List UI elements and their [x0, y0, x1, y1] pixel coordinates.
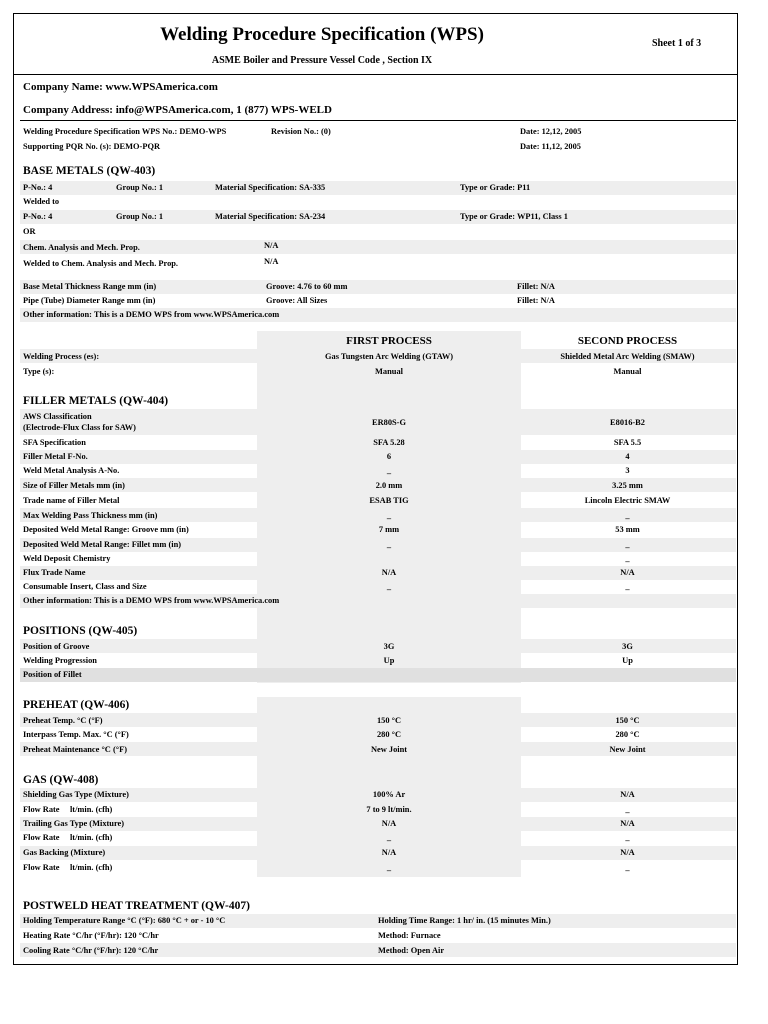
pipe-diameter-label: Pipe (Tube) Diameter Range mm (in): [23, 296, 156, 305]
filler-row-value-2: 4: [625, 452, 630, 461]
header-divider: [14, 74, 737, 75]
material-spec-2: Material Specification: SA-234: [215, 212, 326, 221]
preheat-value-2: 150 °C: [615, 716, 640, 725]
gas-label: Flow Rate lt/min. (cfh): [23, 863, 113, 872]
thickness-label: Base Metal Thickness Range mm (in): [23, 282, 157, 291]
type-grade-2: Type or Grade: WP11, Class 1: [460, 212, 568, 221]
gas-value-1: N/A: [381, 848, 397, 857]
filler-row-label: Deposited Weld Metal Range: Fillet mm (in): [23, 540, 182, 549]
position-row-bg: [20, 668, 736, 682]
filler-row-value-1: _: [386, 466, 392, 475]
second-process-heading: SECOND PROCESS: [577, 335, 678, 347]
position-value-1: Up: [383, 656, 395, 665]
base-metals-heading: BASE METALS (QW-403): [23, 165, 156, 177]
filler-row-value-2: Lincoln Electric SMAW: [584, 496, 671, 505]
gas-heading: GAS (QW-408): [23, 774, 99, 786]
first-process-column: [257, 331, 521, 683]
filler-row-value-2: _: [625, 540, 630, 549]
filler-row-value-1: 2.0 mm: [375, 481, 403, 490]
pqr-date: Date: 11,12, 2005: [520, 142, 581, 151]
gas-label: Flow Rate lt/min. (cfh): [23, 805, 113, 814]
first-process-heading: FIRST PROCESS: [346, 335, 432, 347]
heating-method: Method: Furnace: [378, 931, 441, 940]
aws-classification-1: ER80S-G: [372, 418, 406, 427]
preheat-value-1: New Joint: [370, 745, 408, 754]
gas-value-1: 7 to 9 lt/min.: [366, 805, 412, 814]
process-type-label: Type (s):: [23, 367, 55, 376]
filler-row-label: Weld Deposit Chemistry: [23, 554, 111, 563]
gas-label: Gas Backing (Mixture): [23, 848, 106, 857]
gas-label: Flow Rate lt/min. (cfh): [23, 833, 113, 842]
filler-row-value-1: _: [386, 582, 392, 591]
base-metals-other-info: Other information: This is a DEMO WPS from www.WPSAmerica.com: [23, 310, 280, 319]
preheat-value-2: New Joint: [609, 745, 646, 754]
filler-row-value-2: N/A: [620, 568, 635, 577]
preheat-heading: PREHEAT (QW-406): [23, 699, 130, 711]
filler-row-value-1: N/A: [381, 568, 397, 577]
positions-heading: POSITIONS (QW-405): [23, 625, 138, 637]
filler-row-value-2: 53 mm: [615, 525, 640, 534]
p-number-2: P-No.: 4: [23, 212, 53, 221]
filler-row-value-1: SFA 5.28: [373, 438, 405, 447]
gas-label: Shielding Gas Type (Mixture): [23, 790, 129, 799]
document-subtitle: ASME Boiler and Pressure Vessel Code , Section IX: [211, 55, 433, 66]
filler-row-label: Max Welding Pass Thickness mm (in): [23, 511, 158, 520]
thickness-groove: Groove: 4.76 to 60 mm: [266, 282, 348, 291]
document-title: Welding Procedure Specification (WPS): [160, 24, 484, 45]
position-value-1: 3G: [383, 642, 395, 651]
type-grade-1: Type or Grade: P11: [460, 183, 531, 192]
filler-metals-heading: FILLER METALS (QW-404): [23, 395, 169, 407]
gas-label: Trailing Gas Type (Mixture): [23, 819, 125, 828]
position-label: Position of Fillet: [23, 670, 82, 679]
filler-metals-other-info: Other information: This is a DEMO WPS from www.WPSAmerica.com: [23, 596, 280, 605]
welding-process-1: Gas Tungsten Arc Welding (GTAW): [325, 352, 453, 361]
position-label: Position of Groove: [23, 642, 90, 651]
welded-to-chem-value: N/A: [264, 257, 279, 266]
gas-value-2: N/A: [620, 819, 635, 828]
filler-row-label: Deposited Weld Metal Range: Groove mm (in): [23, 525, 189, 534]
pipe-diameter-groove: Groove: All Sizes: [266, 296, 328, 305]
gas-value-2: N/A: [620, 790, 635, 799]
filler-row-value-2: 3.25 mm: [612, 481, 643, 490]
holding-temperature: Holding Temperature Range °C (°F): 680 °C + or - 10 °C: [23, 916, 226, 925]
cooling-rate: Cooling Rate °C/hr (°F/hr): 120 °C/hr: [23, 946, 159, 955]
gas-value-1: _: [386, 833, 392, 842]
pqr-number: Supporting PQR No. (s): DEMO-PQR: [23, 142, 161, 151]
chem-analysis-value: N/A: [264, 241, 279, 250]
filler-row-value-2: _: [625, 582, 630, 591]
sheet-number: Sheet 1 of 3: [652, 38, 702, 49]
heating-rate: Heating Rate °C/hr (°F/hr): 120 °C/hr: [23, 931, 159, 940]
preheat-label: Interpass Temp. Max. °C (°F): [23, 730, 129, 739]
welded-to-label: Welded to: [23, 197, 60, 206]
filler-row-label: SFA Specification: [23, 438, 86, 447]
gas-value-1: 100% Ar: [372, 790, 406, 799]
process-type-1: Manual: [375, 367, 403, 376]
filler-row-label: Filler Metal F-No.: [23, 452, 88, 461]
gas-value-2: N/A: [620, 848, 635, 857]
gas-value-1: _: [386, 863, 392, 872]
filler-row-value-2: SFA 5.5: [613, 438, 642, 447]
filler-row-value-1: _: [386, 511, 392, 520]
pwht-heading: POSTWELD HEAT TREATMENT (QW-407): [23, 900, 250, 912]
welding-process-2: Shielded Metal Arc Welding (SMAW): [560, 352, 695, 361]
filler-row-label: Flux Trade Name: [23, 568, 86, 577]
revision-number: Revision No.: (0): [271, 127, 331, 136]
position-label: Welding Progression: [23, 656, 97, 665]
filler-row-label: Trade name of Filler Metal: [23, 496, 120, 505]
thickness-fillet: Fillet: N/A: [517, 282, 555, 291]
filler-row-value-1: 6: [386, 452, 392, 461]
aws-classification-2: E8016-B2: [610, 418, 645, 427]
filler-row-value-1: 7 mm: [378, 525, 400, 534]
aws-classification-sublabel: (Electrode-Flux Class for SAW): [23, 423, 136, 432]
preheat-value-2: 280 °C: [615, 730, 640, 739]
chem-analysis-label: Chem. Analysis and Mech. Prop.: [23, 243, 140, 252]
wps-date: Date: 12,12, 2005: [520, 127, 582, 136]
process-type-2: Manual: [613, 367, 642, 376]
filler-row-value-2: _: [625, 511, 630, 520]
filler-row-value-1: ESAB TIG: [369, 496, 409, 505]
cooling-method: Method: Open Air: [378, 946, 445, 955]
preheat-value-1: 280 °C: [376, 730, 402, 739]
gas-value-2: _: [625, 805, 630, 814]
welding-process-label: Welding Process (es):: [23, 352, 100, 361]
filler-row-value-2: _: [625, 554, 630, 563]
filler-row-label: Weld Metal Analysis A-No.: [23, 466, 120, 475]
group-number-1: Group No.: 1: [116, 183, 164, 192]
position-value-2: 3G: [622, 642, 633, 651]
preheat-value-1: 150 °C: [376, 716, 402, 725]
filler-row-label: Size of Filler Metals mm (in): [23, 481, 125, 490]
preheat-label: Preheat Maintenance °C (°F): [23, 745, 127, 754]
filler-row-value-2: 3: [625, 466, 630, 475]
or-label: OR: [23, 227, 36, 236]
gas-value-2: _: [625, 833, 630, 842]
gas-value-2: _: [625, 863, 630, 872]
material-spec-1: Material Specification: SA-335: [215, 183, 326, 192]
aws-classification-label: AWS Classification: [23, 412, 92, 421]
pipe-diameter-fillet: Fillet: N/A: [517, 296, 555, 305]
p-number-1: P-No.: 4: [23, 183, 53, 192]
position-value-2: Up: [622, 656, 633, 665]
company-name: Company Name: www.WPSAmerica.com: [23, 81, 218, 93]
filler-row-label: Consumable Insert, Class and Size: [23, 582, 147, 591]
wps-number: Welding Procedure Specification WPS No.: DEMO-WPS: [23, 127, 227, 136]
company-divider: [20, 120, 736, 121]
holding-time: Holding Time Range: 1 hr/ in. (15 minutes Min.): [378, 916, 551, 925]
gas-value-1: N/A: [381, 819, 397, 828]
company-address: Company Address: info@WPSAmerica.com, 1 (877) WPS-WELD: [23, 104, 332, 116]
group-number-2: Group No.: 1: [116, 212, 164, 221]
preheat-label: Preheat Temp. °C (°F): [23, 716, 103, 725]
welded-to-chem-label: Welded to Chem. Analysis and Mech. Prop.: [23, 259, 179, 268]
filler-row-value-1: _: [386, 540, 392, 549]
